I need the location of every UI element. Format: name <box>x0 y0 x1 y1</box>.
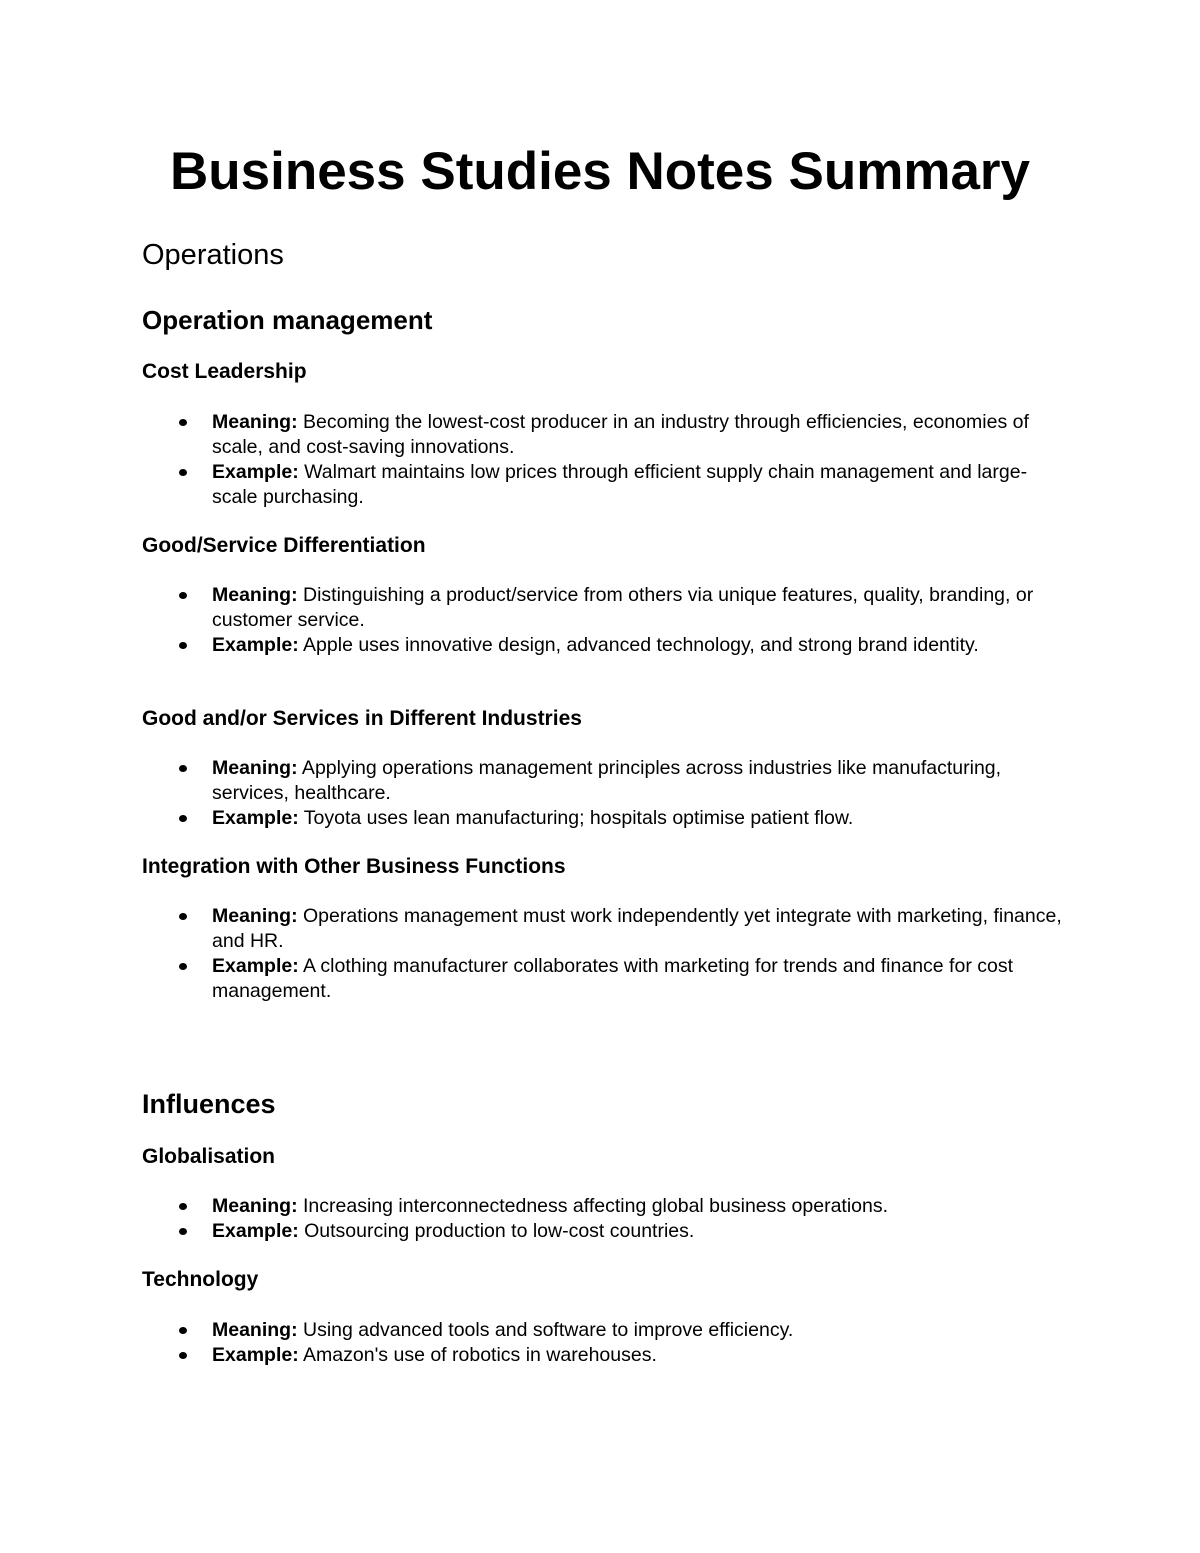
point-label: Meaning: <box>212 1195 298 1217</box>
topic-list-different-industries <box>142 756 1072 831</box>
list-item <box>142 806 1072 831</box>
list-item <box>142 633 1072 658</box>
topic-list-integration <box>142 904 1072 1004</box>
section-heading-operations: Operations <box>142 239 284 271</box>
bullet-icon <box>179 1203 187 1210</box>
topic-heading-integration: Integration with Other Business Functions <box>142 855 566 878</box>
document-title: Business Studies Notes Summary <box>169 142 1031 201</box>
list-item <box>142 756 1072 806</box>
bullet-icon <box>179 1327 187 1334</box>
point-text: Outsourcing production to low-cost countries. <box>298 1220 695 1242</box>
point-label: Meaning: <box>212 584 298 606</box>
list-item <box>142 954 1072 1004</box>
point-label: Example: <box>212 1220 299 1242</box>
bullet-icon <box>179 913 187 920</box>
section-heading-influences: Influences <box>142 1089 276 1119</box>
topic-list-cost-leadership <box>142 410 1072 510</box>
list-item <box>142 460 1072 510</box>
topic-heading-globalisation: Globalisation <box>142 1145 276 1168</box>
topic-heading-technology: Technology <box>142 1268 259 1291</box>
list-item <box>142 583 1072 633</box>
bullet-icon <box>179 642 187 649</box>
topic-list-globalisation <box>142 1194 1072 1244</box>
point-label: Example: <box>212 461 299 483</box>
point-label: Meaning: <box>212 1319 298 1341</box>
point-text: Using advanced tools and software to improve efficiency. <box>297 1319 794 1341</box>
point-text: Increasing interconnectedness affecting global business operations. <box>297 1195 889 1217</box>
point-text: Amazon's use of robotics in warehouses. <box>298 1344 657 1366</box>
point-label: Example: <box>212 634 299 656</box>
list-item <box>142 1194 1072 1219</box>
topic-heading-cost-leadership: Cost Leadership <box>142 360 307 383</box>
bullet-icon <box>179 1352 187 1359</box>
point-text: Operations management must work independently yet integrate with marketing, finance, and HR. <box>212 905 1062 952</box>
point-label: Example: <box>212 1344 299 1366</box>
bullet-icon <box>179 419 187 426</box>
list-item <box>142 1343 1072 1368</box>
topic-list-differentiation <box>142 583 1072 658</box>
bullet-icon <box>179 469 187 476</box>
point-text: Toyota uses lean manufacturing; hospitals optimise patient flow. <box>298 807 854 829</box>
point-text: Distinguishing a product/service from others via unique features, quality, branding, or customer service. <box>212 584 1034 631</box>
point-text: Apple uses innovative design, advanced technology, and strong brand identity. <box>298 634 979 656</box>
point-label: Meaning: <box>212 905 298 927</box>
point-label: Example: <box>212 955 299 977</box>
point-text: Becoming the lowest-cost producer in an industry through efficiencies, economies of scale, and cost-saving innovations. <box>212 411 1029 458</box>
bullet-icon <box>179 963 187 970</box>
list-item <box>142 1219 1072 1244</box>
topic-heading-differentiation: Good/Service Differentiation <box>142 534 426 557</box>
point-text: Applying operations management principles across industries like manufacturing, services, healthcare. <box>212 757 1002 804</box>
point-text: A clothing manufacturer collaborates with marketing for trends and finance for cost management. <box>212 955 1013 1002</box>
bullet-icon <box>179 1228 187 1235</box>
topic-heading-different-industries: Good and/or Services in Different Industries <box>142 707 582 730</box>
topic-list-technology <box>142 1318 1072 1368</box>
list-item <box>142 1318 1072 1343</box>
list-item <box>142 904 1072 954</box>
list-item <box>142 410 1072 460</box>
point-label: Meaning: <box>212 411 298 433</box>
subsection-heading-operation-management: Operation management <box>142 305 433 335</box>
point-text: Walmart maintains low prices through efficient supply chain management and large-scale purchasing. <box>212 461 1028 508</box>
bullet-icon <box>179 815 187 822</box>
point-label: Example: <box>212 807 299 829</box>
point-label: Meaning: <box>212 757 298 779</box>
bullet-icon <box>179 592 187 599</box>
bullet-icon <box>179 765 187 772</box>
